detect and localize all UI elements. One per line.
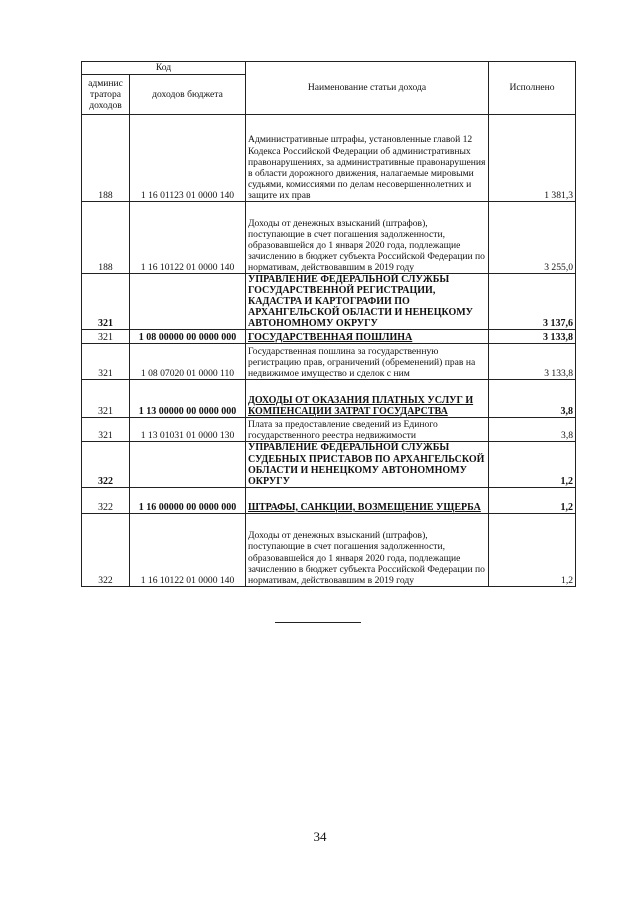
income-name: Административные штрафы, установленные главой 12 Кодекса Российской Федерации об административных правонарушениях, за административные правонарушения в области дорожного движения, налагаемые мировыми судьями, комиссиями по делам несовершеннолетних и защите их прав <box>246 115 489 202</box>
executed-value: 3 137,6 <box>489 274 576 330</box>
executed-value: 3 133,8 <box>489 330 576 344</box>
budget-code: 1 16 00000 00 0000 000 <box>130 487 246 513</box>
budget-code: 1 08 07020 01 0000 110 <box>130 344 246 380</box>
table-row <box>82 487 576 513</box>
table-row <box>82 442 576 487</box>
table-row <box>82 344 576 380</box>
executed-value: 3,8 <box>489 418 576 442</box>
page-number: 34 <box>313 829 327 844</box>
admin-code: 188 <box>82 202 130 274</box>
table-row <box>82 513 576 586</box>
income-name: ДОХОДЫ ОТ ОКАЗАНИЯ ПЛАТНЫХ УСЛУГ И КОМПЕНСАЦИИ ЗАТРАТ ГОСУДАРСТВА <box>246 380 489 418</box>
executed-value: 1,2 <box>489 487 576 513</box>
executed-value: 1,2 <box>489 442 576 487</box>
executed-value: 1 381,3 <box>489 115 576 202</box>
name-header: Наименование статьи дохода <box>246 62 489 115</box>
admin-code: 322 <box>82 513 130 586</box>
table-row <box>82 418 576 442</box>
separator-line <box>275 622 361 623</box>
executed-value: 3,8 <box>489 380 576 418</box>
income-name: УПРАВЛЕНИЕ ФЕДЕРАЛЬНОЙ СЛУЖБЫ ГОСУДАРСТВЕННОЙ РЕГИСТРАЦИИ, КАДАСТРА И КАРТОГРАФИИ ПО АРХАНГЕЛЬСКОЙ ОБЛАСТИ И НЕНЕЦКОМУ АВТОНОМНОМУ ОКРУГУ <box>246 274 489 330</box>
budget-code-header: доходов бюджета <box>130 75 246 115</box>
income-name: Доходы от денежных взысканий (штрафов), поступающие в счет погашения задолженности, образовавшейся до 1 января 2020 года, подлежащие зачислению в бюджет субъекта Российской Федерации по нормативам, действовавшим в 2019 году <box>246 202 489 274</box>
admin-code: 188 <box>82 115 130 202</box>
admin-code: 322 <box>82 442 130 487</box>
admin-code: 321 <box>82 380 130 418</box>
income-name: УПРАВЛЕНИЕ ФЕДЕРАЛЬНОЙ СЛУЖБЫ СУДЕБНЫХ ПРИСТАВОВ ПО АРХАНГЕЛЬСКОЙ ОБЛАСТИ И НЕНЕЦКОМУ АВТОНОМНОМУ ОКРУГУ <box>246 442 489 487</box>
income-name: ГОСУДАРСТВЕННАЯ ПОШЛИНА <box>246 330 489 344</box>
budget-code: 1 16 10122 01 0000 140 <box>130 513 246 586</box>
admin-code: 321 <box>82 274 130 330</box>
table-row <box>82 115 576 202</box>
budget-code: 1 08 00000 00 0000 000 <box>130 330 246 344</box>
admin-code: 321 <box>82 344 130 380</box>
admin-header: админис тратора доходов <box>82 75 130 115</box>
income-table <box>81 61 576 587</box>
admin-code: 321 <box>82 418 130 442</box>
income-name: Плата за предоставление сведений из Единого государственного реестра недвижимости <box>246 418 489 442</box>
budget-code: 1 16 01123 01 0000 140 <box>130 115 246 202</box>
budget-code <box>130 274 246 330</box>
admin-code: 321 <box>82 330 130 344</box>
table-row <box>82 380 576 418</box>
table-row <box>82 274 576 330</box>
executed-value: 3 255,0 <box>489 202 576 274</box>
income-name: Доходы от денежных взысканий (штрафов), поступающие в счет погашения задолженности, образовавшейся до 1 января 2020 года, подлежащие зачислению в бюджет субъекта Российской Федерации по нормативам, действовавшим в 2019 году <box>246 513 489 586</box>
table-row <box>82 330 576 344</box>
executed-value: 3 133,8 <box>489 344 576 380</box>
admin-code: 322 <box>82 487 130 513</box>
budget-code: 1 16 10122 01 0000 140 <box>130 202 246 274</box>
budget-code <box>130 442 246 487</box>
executed-header: Исполнено <box>489 62 576 115</box>
budget-code: 1 13 00000 00 0000 000 <box>130 380 246 418</box>
income-name: ШТРАФЫ, САНКЦИИ, ВОЗМЕЩЕНИЕ УЩЕРБА <box>246 487 489 513</box>
income-name: Государственная пошлина за государственную регистрацию прав, ограничений (обременений) прав на недвижимое имущество и сделок с ним <box>246 344 489 380</box>
budget-code: 1 13 01031 01 0000 130 <box>130 418 246 442</box>
table-row <box>82 202 576 274</box>
executed-value: 1,2 <box>489 513 576 586</box>
code-header: Код <box>82 62 246 75</box>
